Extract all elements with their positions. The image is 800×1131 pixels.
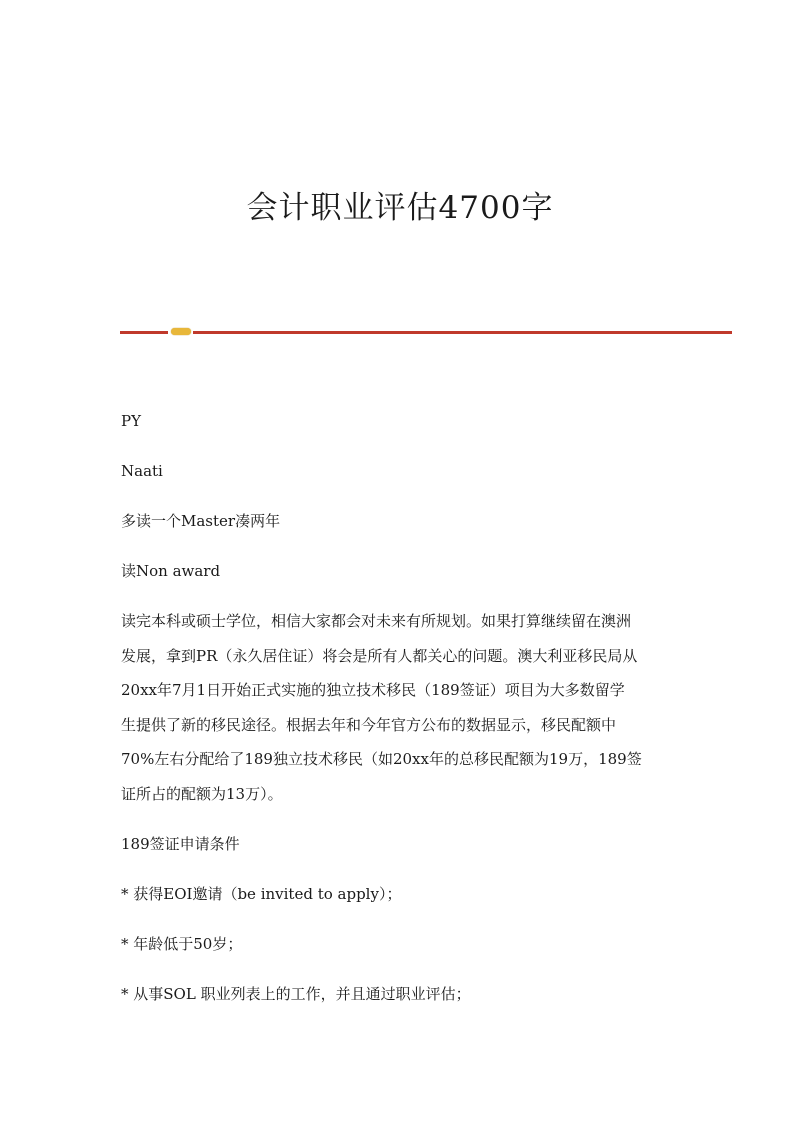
body-item-non-award: 读Non award bbox=[121, 562, 221, 580]
paragraph-line: 20xx年7月1日开始正式实施的独立技术移民（189签证）项目为大多数留学 bbox=[121, 681, 625, 699]
condition-item: * 获得EOI邀请（be invited to apply）； bbox=[121, 885, 402, 903]
document-title: 会计职业评估4700字 bbox=[246, 190, 554, 226]
section-heading: 189签证申请条件 bbox=[121, 835, 240, 853]
paragraph-line: 生提供了新的移民途径。根据去年和今年官方公布的数据显示，移民配额中 bbox=[121, 715, 617, 734]
paragraph-line: 发展，拿到PR（永久居住证）将会是所有人都关心的问题。澳大利亚移民局从 bbox=[121, 646, 638, 665]
paragraph-line: 读完本科或硕士学位，相信大家都会对未来有所规划。如果打算继续留在澳洲 bbox=[121, 612, 632, 630]
body-item-master: 多读一个Master凑两年 bbox=[121, 512, 281, 530]
condition-item: * 从事SOL 职业列表上的工作，并且通过职业评估； bbox=[121, 985, 471, 1003]
title-divider bbox=[120, 327, 732, 337]
body-item-naati: Naati bbox=[121, 462, 163, 480]
divider-ornament-icon bbox=[171, 328, 191, 335]
paragraph-line: 70%左右分配给了189独立技术移民（如20xx年的总移民配额为19万，189签 bbox=[121, 750, 642, 768]
condition-item: * 年龄低于50岁； bbox=[121, 935, 243, 953]
document-body bbox=[121, 404, 681, 1027]
body-item-py: PY bbox=[121, 412, 141, 430]
paragraph-line: 证所占的配额为13万）。 bbox=[121, 784, 283, 803]
intro-paragraph bbox=[121, 604, 681, 811]
divider-bar-right bbox=[193, 331, 732, 334]
divider-bar-left bbox=[120, 331, 168, 334]
